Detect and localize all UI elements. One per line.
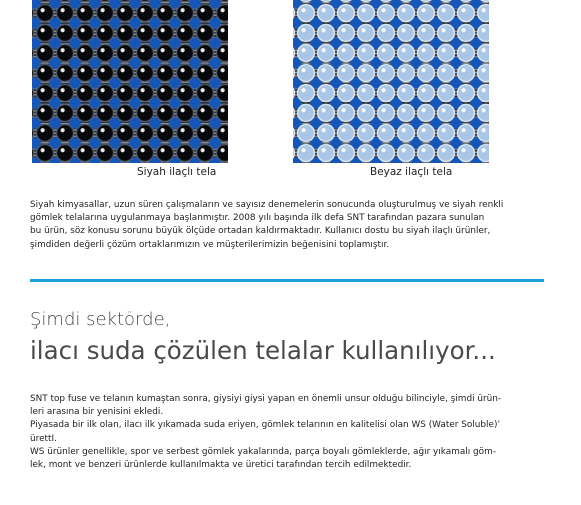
body-line: Piyasada bir ilk olan, ilacı ilk yıkamada suda eriyen, gömlek telarının en kalitelisi olan WS (Water Soluble)’ xyxy=(30,420,501,431)
body-paragraph xyxy=(30,393,501,472)
body-line: ürettI. xyxy=(30,433,57,444)
intro-line: gömlek telalarına uygulanmaya başlanmıştır. 2008 yılı başında ilk defa SNT tarafından pazara sunulan xyxy=(30,213,485,224)
body-line: lek, mont ve benzeri ürünlerde kullanılmakta ve üretici tarafından tercih edilmektedir. xyxy=(30,460,412,471)
intro-line: Siyah kimyasallar, uzun süren çalışmaların ve sayısız denemelerin sonucunda oluşturulmuş ve siyah renkli xyxy=(30,200,504,210)
intro-line: şimdiden değerli çözüm ortaklarımızın ve müşterilerimizin beğenisini toplamıştır. xyxy=(30,239,390,250)
headline-line-2: ilacı suda çözülen telalar kullanılıyor... xyxy=(30,336,496,365)
image-caption-black: Siyah ilaçlı tela xyxy=(137,166,217,178)
body-line: SNT top fuse ve telanın kumaştan sonra, giysiyi giysi yapan en önemli unsur olduğu bilinciyle, şimdi ürün- xyxy=(30,394,502,404)
image-caption-white: Beyaz ilaçlı tela xyxy=(370,166,453,178)
white-coated-fabric-image xyxy=(293,0,489,163)
section-divider xyxy=(30,279,544,282)
headline-line-1: Şimdi sektörde, xyxy=(30,309,171,330)
black-coated-fabric-image xyxy=(32,0,228,163)
body-line: leri arasına bir yenisini ekledi. xyxy=(30,407,164,418)
body-line: WS ürünler genellikle, spor ve serbest gömlek yakalarında, parça boyalı gömleklerde, ağır yıkamalı göm- xyxy=(30,446,496,457)
intro-paragraph xyxy=(30,199,503,252)
intro-line: bu ürün, söz konusu sorunu büyük ölçüde ortadan kaldırmaktadır. Kullanıcı dostu bu siyah ilaçlı ürünler, xyxy=(30,226,491,237)
